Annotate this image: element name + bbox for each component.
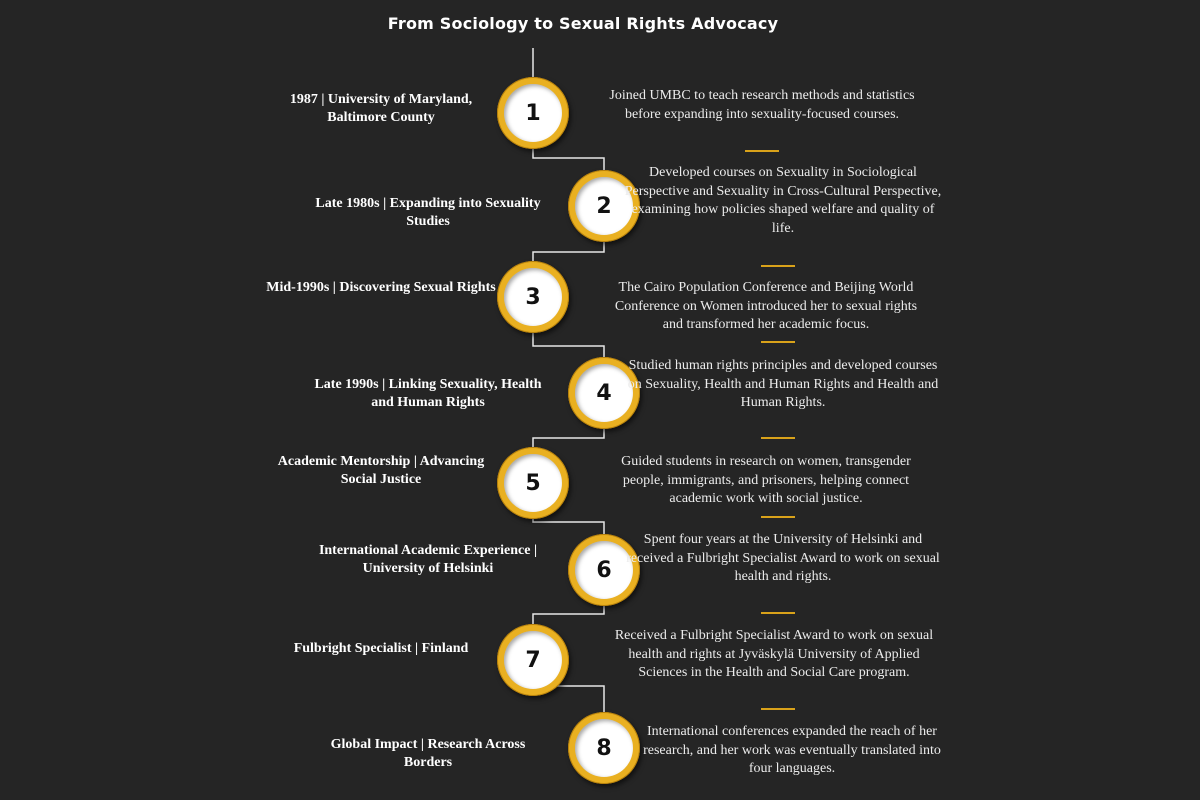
step-1-label: 1987 | University of Maryland, Baltimore County bbox=[289, 92, 473, 125]
step-5-number: 5 bbox=[504, 454, 562, 512]
step-7-node bbox=[497, 624, 569, 696]
step-7-number: 7 bbox=[504, 631, 562, 689]
step-8-label: Global Impact | Research Across Borders bbox=[330, 737, 526, 770]
step-5-label: Academic Mentorship | Advancing Social Justice bbox=[277, 454, 485, 487]
step-4-separator bbox=[761, 437, 795, 439]
step-6-description: Spent four years at the University of Helsinki and received a Fulbright Specialist Award to work on sexual health and rights. bbox=[626, 532, 940, 584]
step-4-description: Studied human rights principles and developed courses on Sexuality, Health and Human Rights and Health and Human Rights. bbox=[627, 358, 939, 410]
step-2-label: Late 1980s | Expanding into Sexuality Studies bbox=[315, 196, 541, 229]
step-2-description: Developed courses on Sexuality in Sociological Perspective and Sexuality in Cross-Cultural Perspective, examining how policies shaped welfare and quality of life. bbox=[624, 165, 942, 236]
step-7-description: Received a Fulbright Specialist Award to work on sexual health and rights at Jyväskylä University of Applied Sciences in the Health and Social Care program. bbox=[614, 628, 934, 680]
step-3-node bbox=[497, 261, 569, 333]
step-6-separator bbox=[761, 612, 795, 614]
step-3-description: The Cairo Population Conference and Beijing World Conference on Women introduced her to sexual rights and transformed her academic focus. bbox=[614, 280, 918, 332]
step-7-label: Fulbright Specialist | Finland bbox=[293, 641, 469, 656]
step-1-number: 1 bbox=[504, 84, 562, 142]
step-2-separator bbox=[761, 265, 795, 267]
step-3-separator bbox=[761, 341, 795, 343]
diagram-title: From Sociology to Sexual Rights Advocacy bbox=[387, 14, 779, 33]
step-3-label: Mid-1990s | Discovering Sexual Rights bbox=[266, 280, 496, 295]
step-6-label: International Academic Experience | University of Helsinki bbox=[318, 543, 538, 576]
step-3-number: 3 bbox=[504, 268, 562, 326]
step-6-number: 6 bbox=[575, 541, 633, 599]
step-5-node bbox=[497, 447, 569, 519]
step-5-description: Guided students in research on women, transgender people, immigrants, and prisoners, helping connect academic work with social justice. bbox=[621, 454, 911, 506]
step-1-node bbox=[497, 77, 569, 149]
step-8-number: 8 bbox=[575, 719, 633, 777]
step-2-number: 2 bbox=[575, 177, 633, 235]
step-5-separator bbox=[761, 516, 795, 518]
step-4-label: Late 1990s | Linking Sexuality, Health and Human Rights bbox=[314, 377, 542, 410]
step-1-description: Joined UMBC to teach research methods and statistics before expanding into sexuality-focused courses. bbox=[609, 88, 915, 122]
step-8-description: International conferences expanded the reach of her research, and her work was eventually translated into four languages. bbox=[643, 724, 941, 776]
step-1-separator bbox=[745, 150, 779, 152]
step-7-separator bbox=[761, 708, 795, 710]
step-8-node bbox=[568, 712, 640, 784]
step-4-number: 4 bbox=[575, 364, 633, 422]
